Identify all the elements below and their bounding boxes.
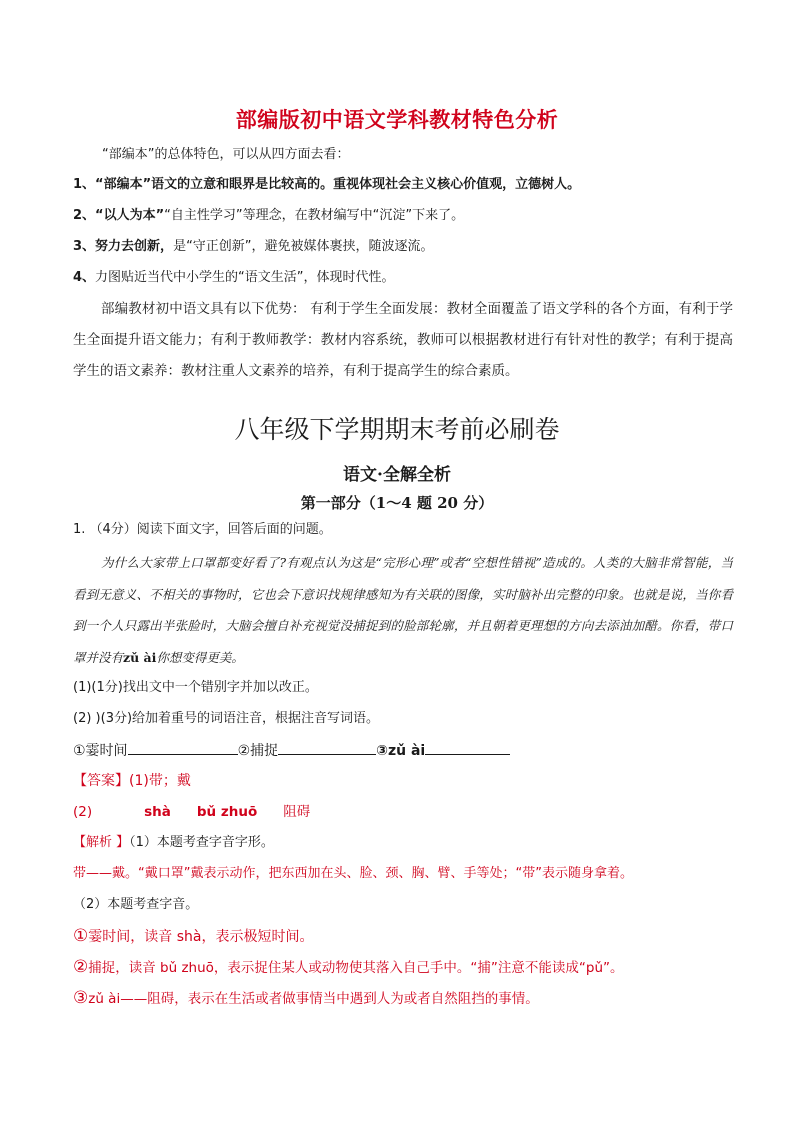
point-rest: 力图贴近当代中小学生的“语文生活”，体现时代性。: [95, 270, 395, 285]
point-num: 2、: [73, 208, 96, 223]
intro-text: “部编本”的总体特色，可以从四方面去看：: [102, 147, 350, 162]
passage-text-b: 你想变得更美。: [156, 649, 244, 665]
analysis-6: [73, 989, 539, 1008]
sub-question-1: (1)(1分)找出文中一个错别字并加以改正。: [73, 680, 318, 695]
answer-2-b: bǔ zhuō: [196, 804, 258, 820]
doc-title: 部编版初中语文学科教材特色分析: [235, 108, 559, 132]
exam-title: 八年级下学期期末考前必刷卷: [234, 415, 560, 444]
point-num: 4、: [73, 270, 96, 285]
answer-line-1: [73, 772, 191, 790]
fill-item-1: ①霎时间: [73, 743, 128, 759]
analysis-6-text: zǔ ài——阻碍，表示在生活或者做事情当中遇到人为或者自然阻挡的事情。: [88, 991, 539, 1007]
fill-item-3: ③zǔ ài: [376, 743, 426, 759]
fill-blanks: [73, 740, 510, 760]
point-num: 3、: [73, 239, 96, 254]
analysis-label: 【解析 】: [73, 835, 130, 850]
point-3: [73, 238, 434, 256]
analysis-2: 带——戴。“戴口罩”戴表示动作，把东西加在头、脸、颈、胸、臂、手等处；“带”表示随身拿着。: [73, 866, 633, 881]
point-bold: “部编本”语文的立意和眼界是比较高的。: [95, 177, 334, 192]
point-rest: “自主性学习”等理念，在教材编写中“沉淀”下来了。: [164, 208, 465, 223]
point-bold: 努力去创新，: [95, 239, 174, 254]
analysis-5: [73, 958, 624, 977]
blank-3[interactable]: [425, 740, 510, 755]
answer-2-c: 阻碍: [283, 804, 311, 820]
advantages-paragraph: [73, 294, 733, 387]
point-1: [73, 176, 580, 194]
blank-1[interactable]: [128, 740, 238, 755]
question-1: 1. （4分）阅读下面文字，回答后面的问题。: [73, 522, 332, 537]
answer-1: (1)带；戴: [129, 773, 191, 789]
point-rest: 重视体现社会主义核心价值观，立德树人。: [333, 177, 581, 192]
part-title: 第一部分（1～4 题 20 分）: [300, 494, 494, 512]
exam-subtitle: 语文·全解全析: [343, 465, 451, 485]
answer-label: 【答案】: [73, 773, 129, 789]
answer-line-2: [73, 803, 310, 821]
analysis-line-1: [73, 834, 274, 852]
analysis-4: [73, 927, 313, 946]
point-num: 1、: [73, 177, 96, 192]
advantages-text: 部编教材初中语文具有以下优势： 有利于学生全面发展：教材全面覆盖了语文学科的各个方面，有利于学生全面提升语文能力；有利于教师教学：教材内容系统，教师可以根据教材进行有针对性的教学；有利于提高学生的语文素养：教材注重人文素养的培养，有利于提高学生的综合素质。: [73, 301, 733, 379]
point-2: [73, 207, 464, 225]
passage-text-a: 为什么大家带上口罩都变好看了?有观点认为这是“完形心理”或者“空想性错视”造成的。人类的大脑非常智能，当看到无意义、不相关的事物时，它也会下意识找规律感知为有关联的图像，实时脑补出完整的印象。也就是说，当你看到一个人只露出半张脸时，大脑会擅自补充视觉没捕捉到的脸部轮廓，并且朝着更理想的方向去添油加醋。你看，带口罩并没有: [73, 555, 733, 665]
analysis-1: （1）本题考查字音字形。: [129, 835, 274, 850]
circle-num-1: ①: [73, 926, 89, 946]
answer-2-num: (2): [73, 804, 93, 820]
analysis-3: （2）本题考查字音。: [73, 897, 199, 912]
passage-pinyin: zǔ ài: [123, 649, 157, 665]
sub-question-2: (2) )(3分)给加着重号的词语注音，根据注音写词语。: [73, 711, 380, 726]
fill-item-2: ②捕捉: [237, 743, 279, 759]
blank-2[interactable]: [278, 740, 376, 755]
point-bold: “以人为本”: [95, 208, 165, 223]
analysis-5-text: 捕捉，读音 bǔ zhuō，表示捉住某人或动物使其落入自己手中。“捕”注意不能读成“pǔ”。: [88, 960, 624, 976]
point-rest: 是“守正创新”，避免被媒体裹挟，随波逐流。: [173, 239, 434, 254]
reading-passage: [73, 547, 733, 673]
circle-num-3: ③: [73, 988, 89, 1008]
analysis-4-text: 霎时间，读音 shà，表示极短时间。: [88, 929, 314, 945]
point-4: [73, 269, 395, 287]
circle-num-2: ②: [73, 957, 89, 977]
answer-2-a: shà: [144, 804, 171, 820]
